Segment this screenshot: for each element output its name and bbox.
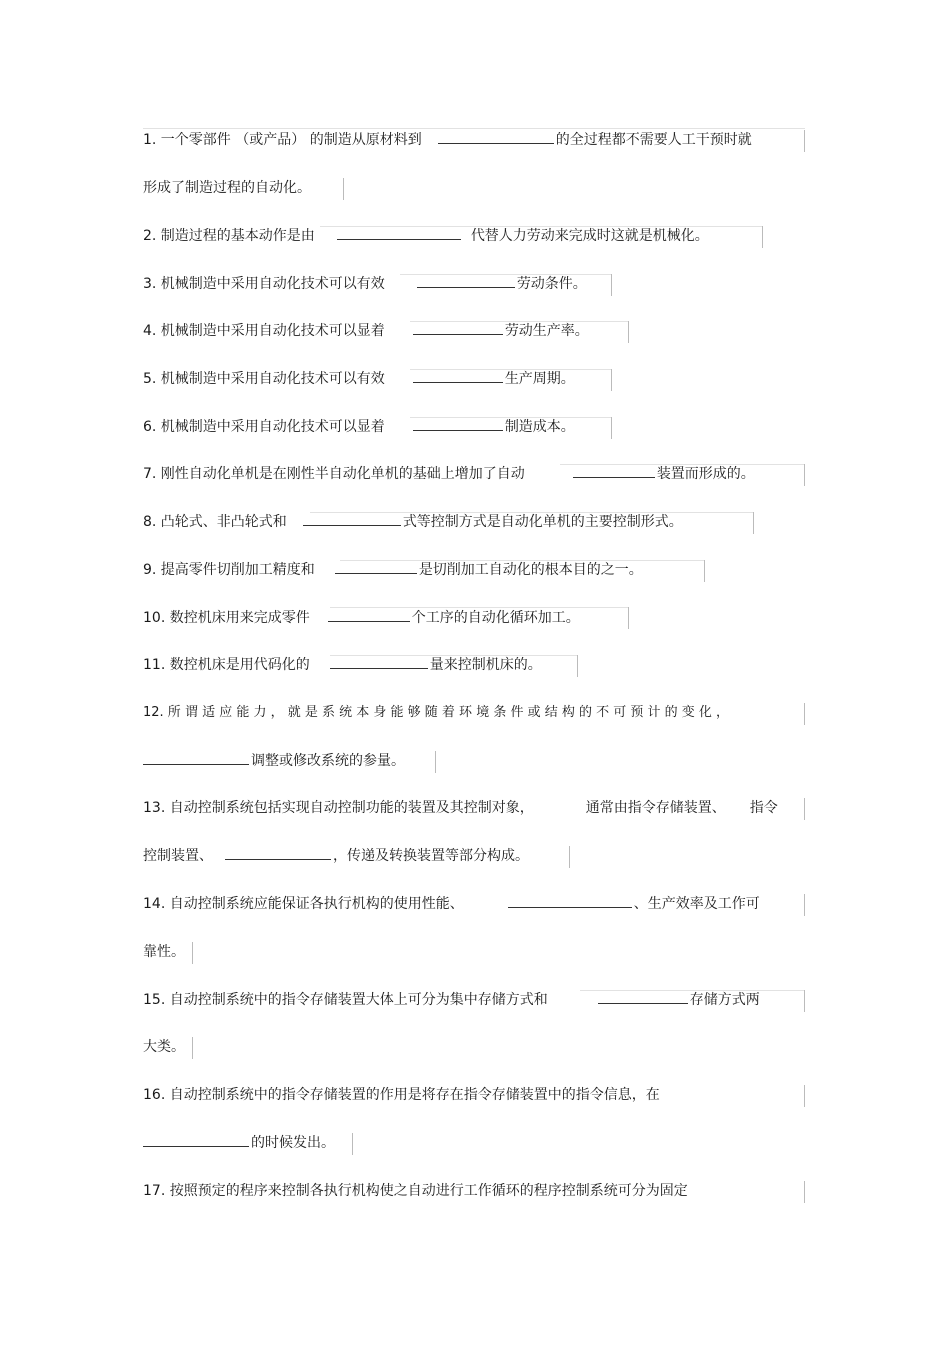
question-16-line-1 — [143, 1083, 660, 1107]
question-text: ，传递及转换装置等部分构成。 — [333, 848, 529, 864]
margin-bar — [435, 751, 436, 773]
question-text: 11. 数控机床是用代码化的 — [143, 657, 310, 673]
question-text: 代替人力劳动来完成时这就是机械化。 — [470, 228, 709, 244]
question-3 — [143, 272, 587, 296]
question-10 — [143, 606, 580, 630]
margin-bar — [753, 512, 754, 534]
question-text: 式等控制方式是自动化单机的主要控制形式。 — [402, 514, 683, 530]
question-text: 的时候发出。 — [251, 1135, 335, 1151]
answer-blank — [328, 606, 410, 622]
question-16-line-2 — [143, 1131, 335, 1155]
question-text: 装置而形成的。 — [656, 466, 755, 482]
margin-bar — [804, 464, 805, 486]
question-text: 14. 自动控制系统应能保证各执行机构的使用性能、 — [143, 896, 464, 912]
question-text: 形成了制造过程的自动化。 — [143, 180, 311, 196]
answer-blank — [143, 1131, 249, 1147]
answer-blank — [337, 224, 461, 240]
margin-bar — [804, 894, 805, 916]
question-text: 劳动条件。 — [516, 276, 587, 292]
question-1-line-1 — [143, 128, 752, 152]
answer-blank — [573, 462, 655, 478]
question-text: 4. 机械制造中采用自动化技术可以显着 — [143, 323, 385, 339]
question-text: 制造成本。 — [504, 419, 575, 435]
margin-bar — [611, 369, 612, 391]
question-text: 指令 — [749, 800, 778, 816]
answer-blank — [143, 749, 249, 765]
question-text: 17. 按照预定的程序来控制各执行机构使之自动进行工作循环的程序控制系统可分为固定 — [143, 1183, 688, 1199]
question-15-line-1 — [143, 988, 760, 1012]
answer-blank — [413, 415, 503, 431]
question-text: 3. 机械制造中采用自动化技术可以有效 — [143, 276, 385, 292]
answer-blank — [413, 367, 503, 383]
question-4 — [143, 319, 589, 343]
answer-blank — [335, 558, 417, 574]
question-12-line-1 — [143, 701, 729, 725]
answer-blank — [598, 988, 688, 1004]
margin-bar — [343, 178, 344, 200]
question-text: 13. 自动控制系统包括实现自动控制功能的装置及其控制对象， — [143, 800, 534, 816]
question-13-line-2 — [143, 844, 529, 868]
question-text: 劳动生产率。 — [504, 323, 589, 339]
question-text: 的全过程都不需要人工干预时就 — [555, 132, 752, 148]
question-13-line-1 — [143, 796, 778, 820]
question-text: 控制装置、 — [143, 848, 213, 864]
question-text: 量来控制机床的。 — [429, 657, 542, 673]
question-text: 5. 机械制造中采用自动化技术可以有效 — [143, 371, 385, 387]
question-14-line-1 — [143, 892, 760, 916]
question-2 — [143, 224, 709, 248]
question-text: 、生产效率及工作可 — [633, 896, 760, 912]
question-text: 7. 刚性自动化单机是在刚性半自动化单机的基础上增加了自动 — [143, 466, 525, 482]
question-5 — [143, 367, 575, 391]
question-8 — [143, 510, 683, 534]
question-text: 存储方式两 — [689, 992, 760, 1008]
question-9 — [143, 558, 643, 582]
question-text: 1. 一个零部件 （或产品） 的制造从原材料到 — [143, 132, 422, 148]
answer-blank — [330, 653, 428, 669]
margin-bar — [192, 1037, 193, 1059]
margin-bar — [804, 1085, 805, 1107]
question-1-line-2 — [143, 176, 311, 200]
question-6 — [143, 415, 575, 439]
margin-bar — [611, 274, 612, 296]
question-text: 6. 机械制造中采用自动化技术可以显着 — [143, 419, 385, 435]
margin-bar — [611, 417, 612, 439]
question-text: 9. 提高零件切削加工精度和 — [143, 562, 315, 578]
question-text: 生产周期。 — [504, 371, 575, 387]
question-text: 调整或修改系统的参量。 — [251, 753, 405, 769]
question-14-line-2 — [143, 940, 185, 964]
question-7 — [143, 462, 755, 486]
margin-bar — [577, 655, 578, 677]
question-11 — [143, 653, 542, 677]
margin-bar — [628, 321, 629, 343]
question-text: 10. 数控机床用来完成零件 — [143, 610, 310, 626]
question-text: 大类。 — [143, 1039, 185, 1055]
margin-bar — [804, 990, 805, 1012]
margin-bar — [704, 560, 705, 582]
margin-bar — [192, 942, 193, 964]
question-17-line-1 — [143, 1179, 688, 1203]
question-12-line-2 — [143, 749, 405, 773]
question-text: 8. 凸轮式、非凸轮式和 — [143, 514, 287, 530]
margin-bar — [628, 607, 629, 629]
question-text: 靠性。 — [143, 944, 185, 960]
question-text: 16. 自动控制系统中的指令存储装置的作用是将存在指令存储装置中的指令信息，在 — [143, 1087, 660, 1103]
question-text: 是切削加工自动化的根本目的之一。 — [418, 562, 643, 578]
question-text: 15. 自动控制系统中的指令存储装置大体上可分为集中存储方式和 — [143, 992, 548, 1008]
question-text: 通常由指令存储装置、 — [585, 800, 726, 816]
answer-blank — [303, 510, 401, 526]
margin-bar — [804, 130, 805, 152]
margin-bar — [804, 798, 805, 820]
margin-bar — [804, 703, 805, 725]
margin-bar — [352, 1133, 353, 1155]
answer-blank — [508, 892, 632, 908]
question-text: 12. 所 谓 适 应 能 力 ， 就 是 系 统 本 身 能 够 随 着 环 境 条 件 或 结 构 的 不 可 预 计 的 变 化 ， — [143, 705, 730, 720]
question-text: 2. 制造过程的基本动作是由 — [143, 228, 315, 244]
answer-blank — [225, 844, 331, 860]
answer-blank — [438, 128, 554, 144]
answer-blank — [413, 319, 503, 335]
margin-bar — [569, 846, 570, 868]
question-15-line-2 — [143, 1035, 185, 1059]
margin-bar — [762, 226, 763, 248]
answer-blank — [417, 272, 515, 288]
question-text: 个工序的自动化循环加工。 — [411, 610, 580, 626]
margin-bar — [804, 1181, 805, 1203]
